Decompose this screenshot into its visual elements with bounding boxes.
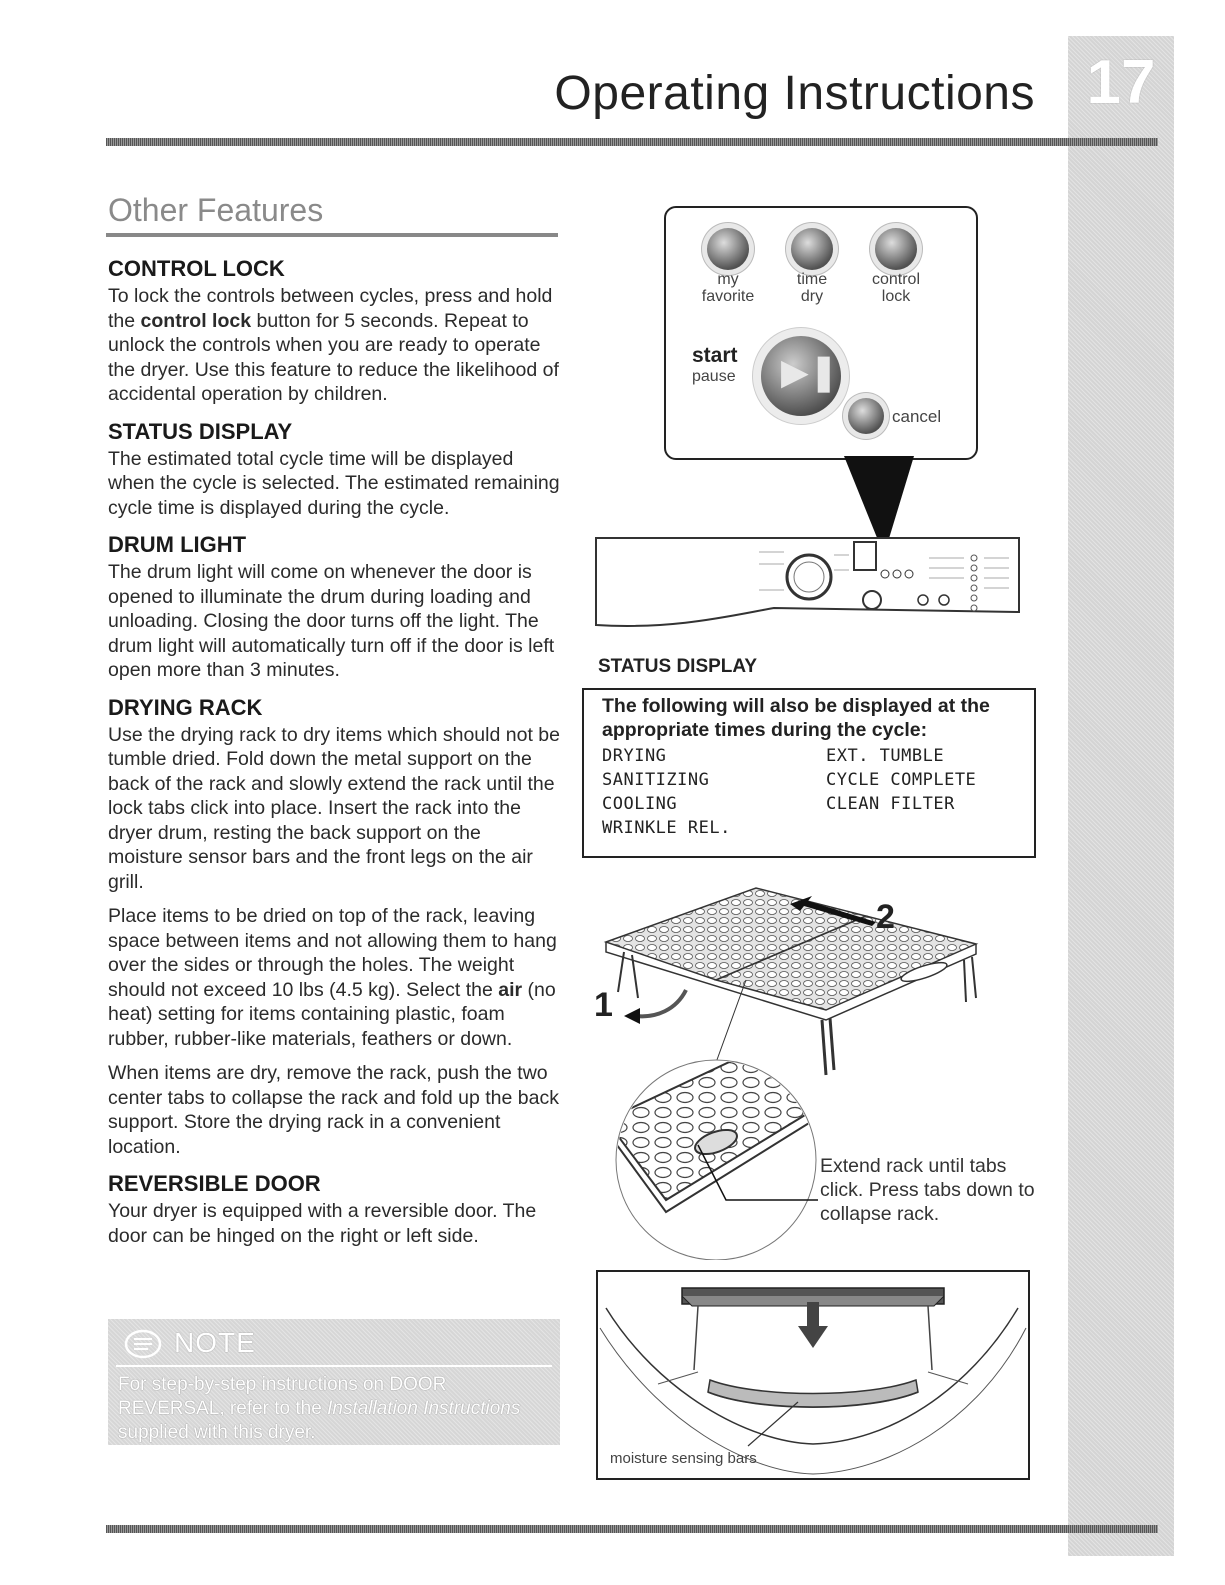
status-display-caption: STATUS DISPLAY xyxy=(598,656,758,677)
moisture-caption: moisture sensing bars xyxy=(610,1450,757,1467)
control-lock-button[interactable] xyxy=(875,228,917,270)
note-icon xyxy=(124,1329,162,1364)
status-message-item: SANITIZING xyxy=(602,770,710,790)
start-pause-button[interactable] xyxy=(761,336,841,416)
moisture-sensing-figure xyxy=(596,1270,1030,1480)
play-pause-icon: ▶❚ xyxy=(781,351,839,392)
header-rule xyxy=(106,138,1158,146)
page-title: Operating Instructions xyxy=(554,67,1035,120)
features-column xyxy=(108,254,560,1258)
status-message-item: DRYING xyxy=(602,746,667,766)
drum-light-heading: DRUM LIGHT xyxy=(108,532,247,557)
drum-light-text: The drum light will come on whenever the door is opened to illuminate the drum during loading and unloading. Closing the door turns off the light. The drum light will automatically turn off if the door is left open more than 3 minutes. xyxy=(108,561,555,681)
air-setting-bold: air xyxy=(498,978,523,1001)
section-rule xyxy=(106,233,558,237)
dryer-control-panel-drawing xyxy=(594,440,1024,640)
note-box xyxy=(108,1319,560,1445)
step-2-label: 2 xyxy=(876,898,895,936)
time-dry-button[interactable] xyxy=(791,228,833,270)
rack-caption: Extend rack until tabs click. Press tabs down to collapse rack. xyxy=(820,1155,1035,1225)
drying-rack-text-2: Place items to be dried on top of the rack, leaving space between items and not allowing them to hang over the sides or through the holes. The weight should not exceed 10 lbs (4.5 kg). Select the air (no heat) setting for items containing plastic, foam rubber, rubber-like materials, feathers or down. xyxy=(108,905,557,1050)
drying-rack-text-1: Use the drying rack to dry items which should not be tumble dried. Fold down the metal support on the back of the rack and slowly extend the rack until the lock tabs click into place. Insert the rack into the dryer drum, resting the back support on the moisture sensor bars and the front legs on the air grill. xyxy=(108,723,560,893)
status-display-window xyxy=(854,542,876,570)
cancel-button[interactable] xyxy=(848,398,884,434)
status-display-heading: STATUS DISPLAY xyxy=(108,418,293,444)
status-message-item: WRINKLE REL. xyxy=(602,818,731,838)
note-title: NOTE xyxy=(174,1327,256,1358)
control-panel-callout xyxy=(664,206,978,460)
status-display-box xyxy=(582,688,1036,858)
page-number: 17 xyxy=(1086,48,1156,117)
footer-rule xyxy=(106,1525,1158,1533)
status-message-item: CYCLE COMPLETE xyxy=(826,770,977,790)
installation-instructions-ref: Installation Instructions xyxy=(327,1398,521,1419)
control-lock-text: To lock the controls between cycles, press and hold the control lock button for 5 seconds. Repeat to unlock the controls when you are ready to operate the dryer. Use this feature to reduce the likelihood of accidental operation by children. xyxy=(108,285,559,405)
pause-label: pause xyxy=(692,368,736,385)
step-1-label: 1 xyxy=(594,986,613,1024)
note-rule xyxy=(116,1365,552,1367)
drying-rack-text-3: When items are dry, remove the rack, push the two center tabs to collapse the rack and fold up the back support. Store the drying rack in a convenient location. xyxy=(108,1062,559,1158)
status-display-text: The estimated total cycle time will be displayed when the cycle is selected. The estimated remaining cycle time is displayed during the cycle. xyxy=(108,447,560,519)
status-display-intro: The following will also be displayed at the appropriate times during the cycle: xyxy=(602,695,990,741)
down-arrow-icon xyxy=(807,1302,819,1328)
time-dry-label: time dry xyxy=(796,271,828,305)
moisture-sensor-bars xyxy=(708,1380,918,1407)
drying-rack-heading: DRYING RACK xyxy=(108,694,263,720)
note-text: For step-by-step instructions on DOOR REVERSAL, refer to the Installation Instructions supplied with this dryer. xyxy=(118,1374,521,1443)
status-message-item: EXT. TUMBLE xyxy=(826,746,945,766)
cancel-label: cancel xyxy=(892,407,942,426)
status-message-item: COOLING xyxy=(602,794,678,814)
reversible-door-heading: REVERSIBLE DOOR xyxy=(108,1171,321,1196)
my-favorite-label: my favorite xyxy=(701,271,755,305)
control-lock-label: control lock xyxy=(871,271,921,305)
start-label: start xyxy=(692,344,738,367)
control-lock-heading: CONTROL LOCK xyxy=(108,256,285,281)
reversible-door-text: Your dryer is equipped with a reversible door. The door can be hinged on the right or left side. xyxy=(108,1200,537,1247)
drum-illustration xyxy=(598,1272,1028,1478)
status-message-item: CLEAN FILTER xyxy=(826,794,955,814)
control-lock-bold: control lock xyxy=(140,309,252,332)
section-title: Other Features xyxy=(108,192,324,228)
page-sidebar-band xyxy=(1068,36,1174,1556)
my-favorite-button[interactable] xyxy=(707,228,749,270)
